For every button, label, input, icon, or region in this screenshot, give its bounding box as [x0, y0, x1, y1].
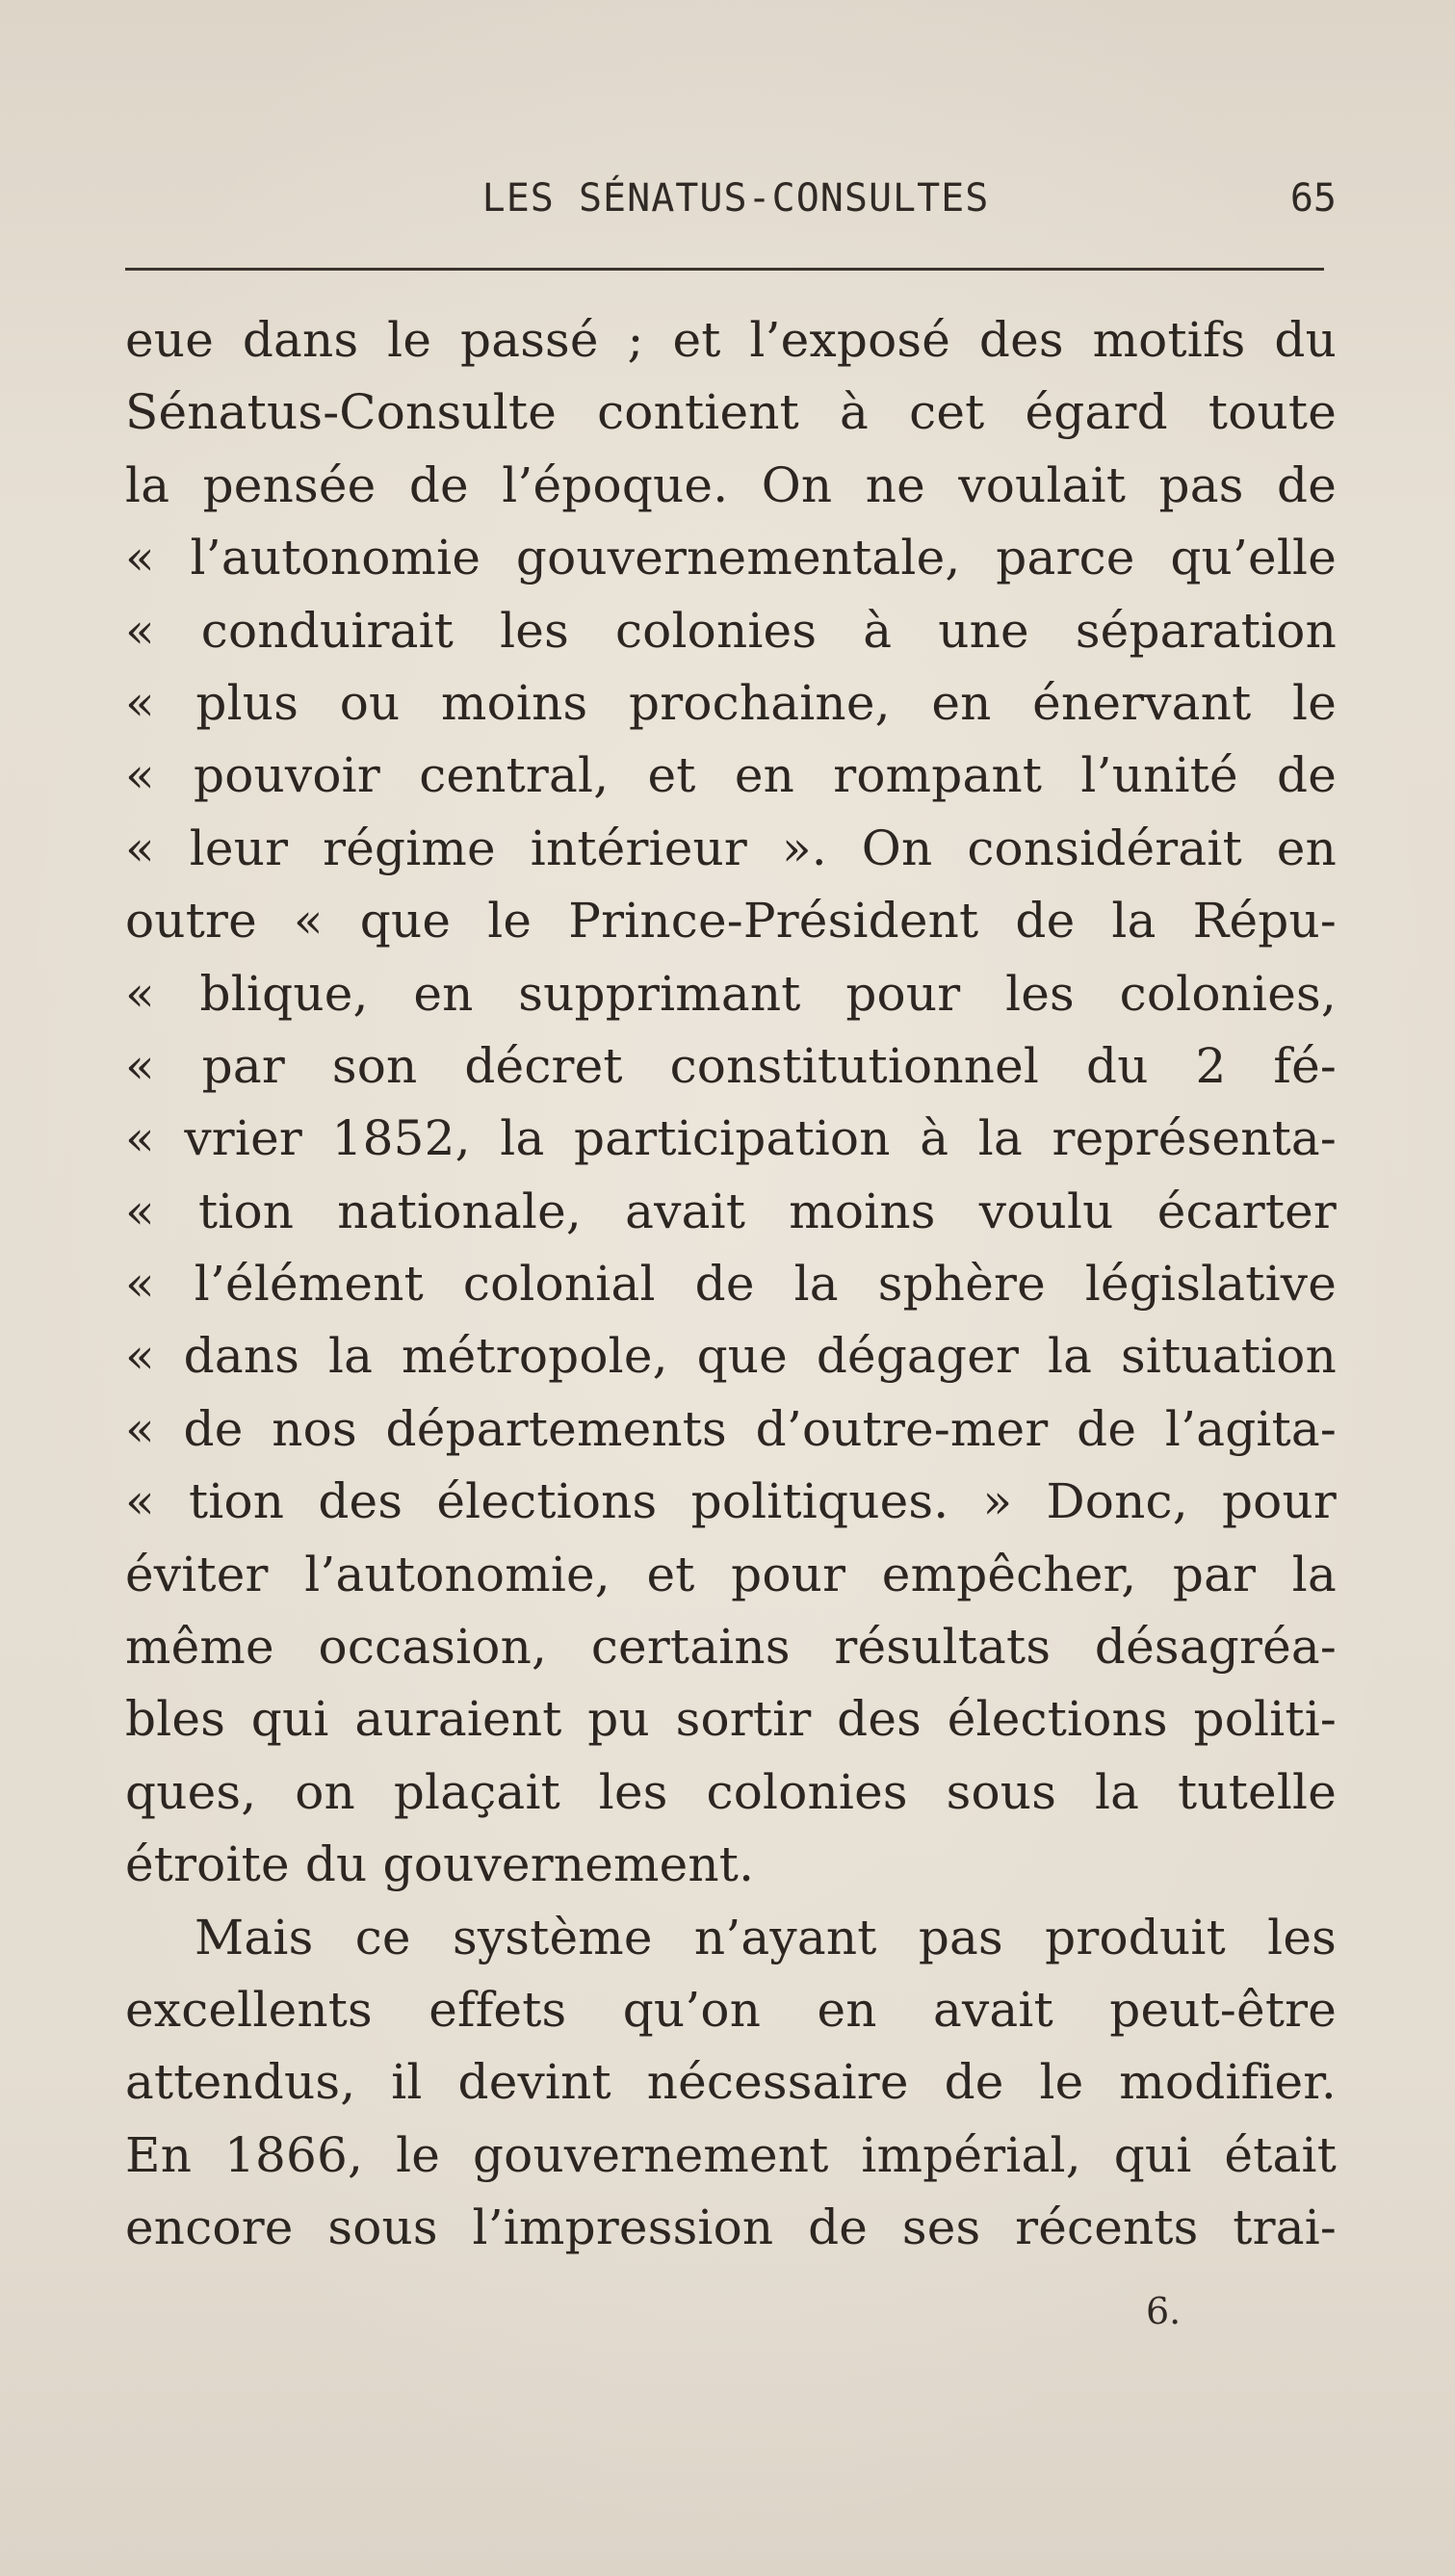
- text-line: « tion des élections politiques. » Donc, pour: [125, 1473, 1337, 1530]
- running-title: LES SÉNATUS-CONSULTES: [481, 176, 990, 221]
- page-number: 65: [1289, 176, 1337, 221]
- body-text: [125, 304, 1337, 2265]
- text-line: même occasion, certains résultats désagréa-: [125, 1619, 1337, 1676]
- text-line: excellents effets qu’on en avait peut-être: [125, 1981, 1337, 2038]
- text-line: « leur régime intérieur ». On considérait en: [125, 820, 1337, 876]
- text-line: « tion nationale, avait moins voulu écarter: [125, 1183, 1337, 1239]
- text-line: « conduirait les colonies à une séparation: [125, 602, 1337, 659]
- text-line-paragraph-start: Mais ce système n’ayant pas produit les: [195, 1909, 1337, 1965]
- text-line: « par son décret constitutionnel du 2 fé-: [125, 1037, 1337, 1094]
- text-line: En 1866, le gouvernement impérial, qui était: [125, 2126, 1337, 2183]
- text-line: bles qui auraient pu sortir des élections politi-: [125, 1691, 1337, 1748]
- text-line: Sénatus-Consulte contient à cet égard toute: [125, 384, 1337, 441]
- text-line: « de nos départements d’outre-mer de l’agita-: [125, 1400, 1337, 1457]
- text-line: « l’élément colonial de la sphère législative: [125, 1256, 1337, 1313]
- header-rule: [125, 268, 1324, 271]
- text-line: « dans la métropole, que dégager la situation: [125, 1328, 1337, 1385]
- text-line: attendus, il devint nécessaire de le modifier.: [125, 2054, 1337, 2111]
- text-line-paragraph-end: étroite du gouvernement.: [125, 1836, 755, 1893]
- signature-mark: 6.: [1146, 2290, 1182, 2332]
- text-line: encore sous l’impression de ses récents trai-: [125, 2199, 1337, 2256]
- text-line: « vrier 1852, la participation à la représenta-: [125, 1110, 1337, 1167]
- text-line: eue dans le passé ; et l’exposé des motifs du: [125, 312, 1337, 368]
- text-line: « plus ou moins prochaine, en énervant le: [125, 674, 1337, 731]
- text-line: « blique, en supprimant pour les colonies,: [125, 965, 1337, 1022]
- text-line: outre « que le Prince-Président de la Répu-: [125, 893, 1337, 950]
- text-line: ques, on plaçait les colonies sous la tutelle: [125, 1763, 1337, 1820]
- text-line: éviter l’autonomie, et pour empêcher, par la: [125, 1546, 1337, 1602]
- text-line: « l’autonomie gouvernementale, parce qu’elle: [125, 530, 1337, 586]
- text-line: « pouvoir central, et en rompant l’unité de: [125, 747, 1337, 804]
- running-head: [125, 176, 1337, 234]
- text-line: la pensée de l’époque. On ne voulait pas de: [125, 456, 1337, 513]
